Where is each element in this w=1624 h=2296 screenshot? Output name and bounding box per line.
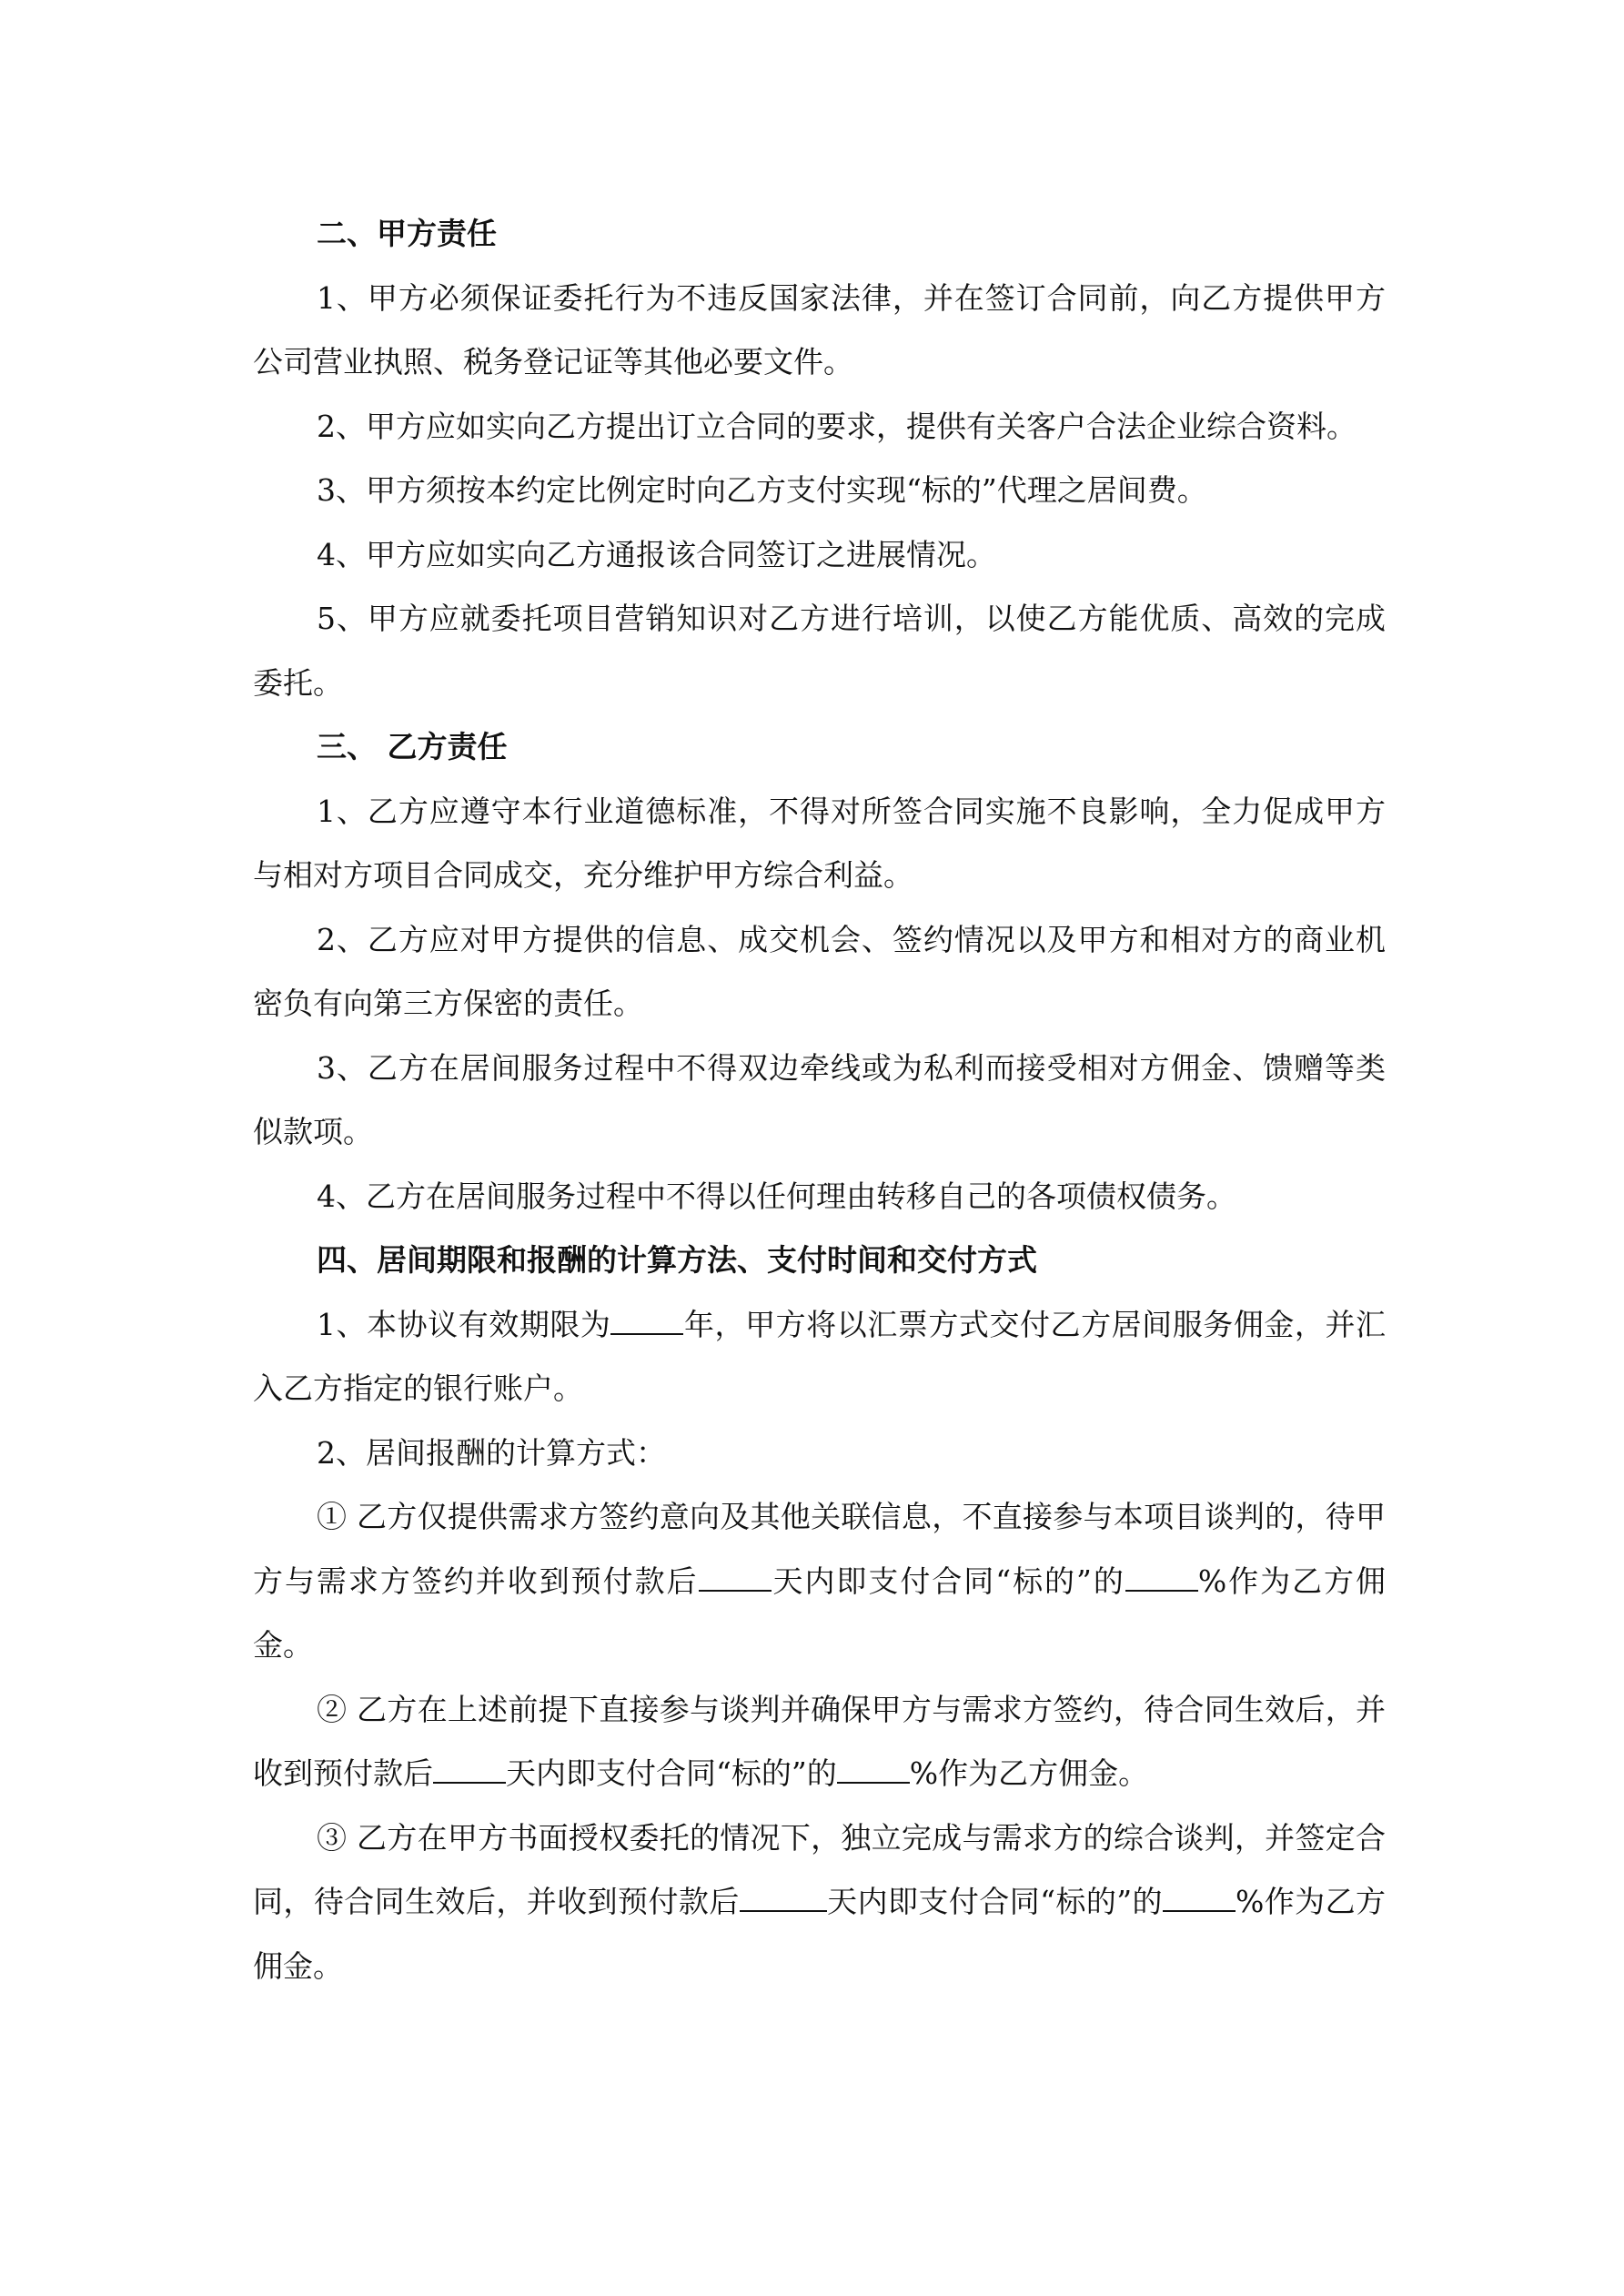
document-body xyxy=(253,202,1386,1998)
term-clause-1-text-before: 1、本协议有效期限为 xyxy=(317,1306,611,1342)
section-heading-party-b-duties: 三、 乙方责任 xyxy=(317,729,508,764)
fee-option-3-percent-blank[interactable] xyxy=(1163,1882,1236,1912)
fee-option-1-text-a: ① 乙方仅提供需求方签约意向及其他关联信息，不直接参与本项目谈判的，待甲方与需求方签约并收到预付款后 xyxy=(253,1499,1386,1599)
fee-option-3-text-c: %作为乙方佣金。 xyxy=(253,1884,1387,1984)
section-heading-term-and-fees: 四、居间期限和报酬的计算方法、支付时间和交付方式 xyxy=(317,1242,1037,1278)
section-heading-party-a-duties: 二、甲方责任 xyxy=(317,216,497,251)
fee-option-2-text-b: 天内即支付合同“标的”的 xyxy=(506,1755,837,1791)
term-clause-1-text-after: 年，甲方将以汇票方式交付乙方居间服务佣金，并汇入乙方指定的银行账户。 xyxy=(253,1306,1386,1406)
fee-option-1-text-c: %作为乙方佣金。 xyxy=(253,1563,1386,1663)
fee-calculation-clause: 2、居间报酬的计算方式： xyxy=(317,1434,666,1471)
fee-option-1-percent-blank[interactable] xyxy=(1125,1561,1198,1591)
fee-option-2-days-blank[interactable] xyxy=(433,1754,506,1784)
party-a-duty-4: 4、甲方应如实向乙方通报该合同签订之进展情况。 xyxy=(317,536,996,572)
party-a-duty-2: 2、甲方应如实向乙方提出订立合同的要求，提供有关客户合法企业综合资料。 xyxy=(317,408,1357,444)
party-a-duty-1: 1、甲方必须保证委托行为不违反国家法律，并在签订合同前，向乙方提供甲方公司营业执照、税务登记证等其他必要文件。 xyxy=(253,279,1386,379)
fee-option-3-days-blank[interactable] xyxy=(740,1882,827,1912)
party-b-duty-2: 2、乙方应对甲方提供的信息、成交机会、签约情况以及甲方和相对方的商业机密负有向第三方保密的责任。 xyxy=(253,921,1386,1021)
fee-option-2-percent-blank[interactable] xyxy=(837,1754,910,1784)
fee-option-3-text-b: 天内即支付合同“标的”的 xyxy=(826,1884,1163,1919)
term-clause-1 xyxy=(253,1293,1386,1421)
party-a-duty-5: 5、甲方应就委托项目营销知识对乙方进行培训，以使乙方能优质、高效的完成委托。 xyxy=(253,601,1386,701)
party-a-duty-3: 3、甲方须按本约定比例定时向乙方支付实现“标的”代理之居间费。 xyxy=(317,472,1207,508)
fee-option-1-text-b: 天内即支付合同“标的”的 xyxy=(771,1563,1125,1599)
fee-option-2 xyxy=(253,1678,1386,1806)
fee-option-3 xyxy=(253,1806,1386,1999)
party-b-duty-4: 4、乙方在居间服务过程中不得以任何理由转移自己的各项债权债务。 xyxy=(317,1178,1236,1214)
fee-option-1 xyxy=(253,1485,1386,1678)
party-b-duty-3: 3、乙方在居间服务过程中不得双边牵线或为私利而接受相对方佣金、馈赠等类似款项。 xyxy=(253,1049,1386,1149)
fee-option-3-text-a: ③ 乙方在甲方书面授权委托的情况下，独立完成与需求方的综合谈判，并签定合同，待合同生效后，并收到预付款后 xyxy=(253,1819,1386,1919)
fee-option-2-text-a: ② 乙方在上述前提下直接参与谈判并确保甲方与需求方签约，待合同生效后，并收到预付款后 xyxy=(253,1691,1386,1791)
term-years-blank[interactable] xyxy=(610,1304,683,1334)
fee-option-2-text-c: %作为乙方佣金。 xyxy=(909,1755,1149,1791)
fee-option-1-days-blank[interactable] xyxy=(699,1561,772,1591)
party-b-duty-1: 1、乙方应遵守本行业道德标准，不得对所签合同实施不良影响，全力促成甲方与相对方项目合同成交，充分维护甲方综合利益。 xyxy=(253,793,1386,893)
